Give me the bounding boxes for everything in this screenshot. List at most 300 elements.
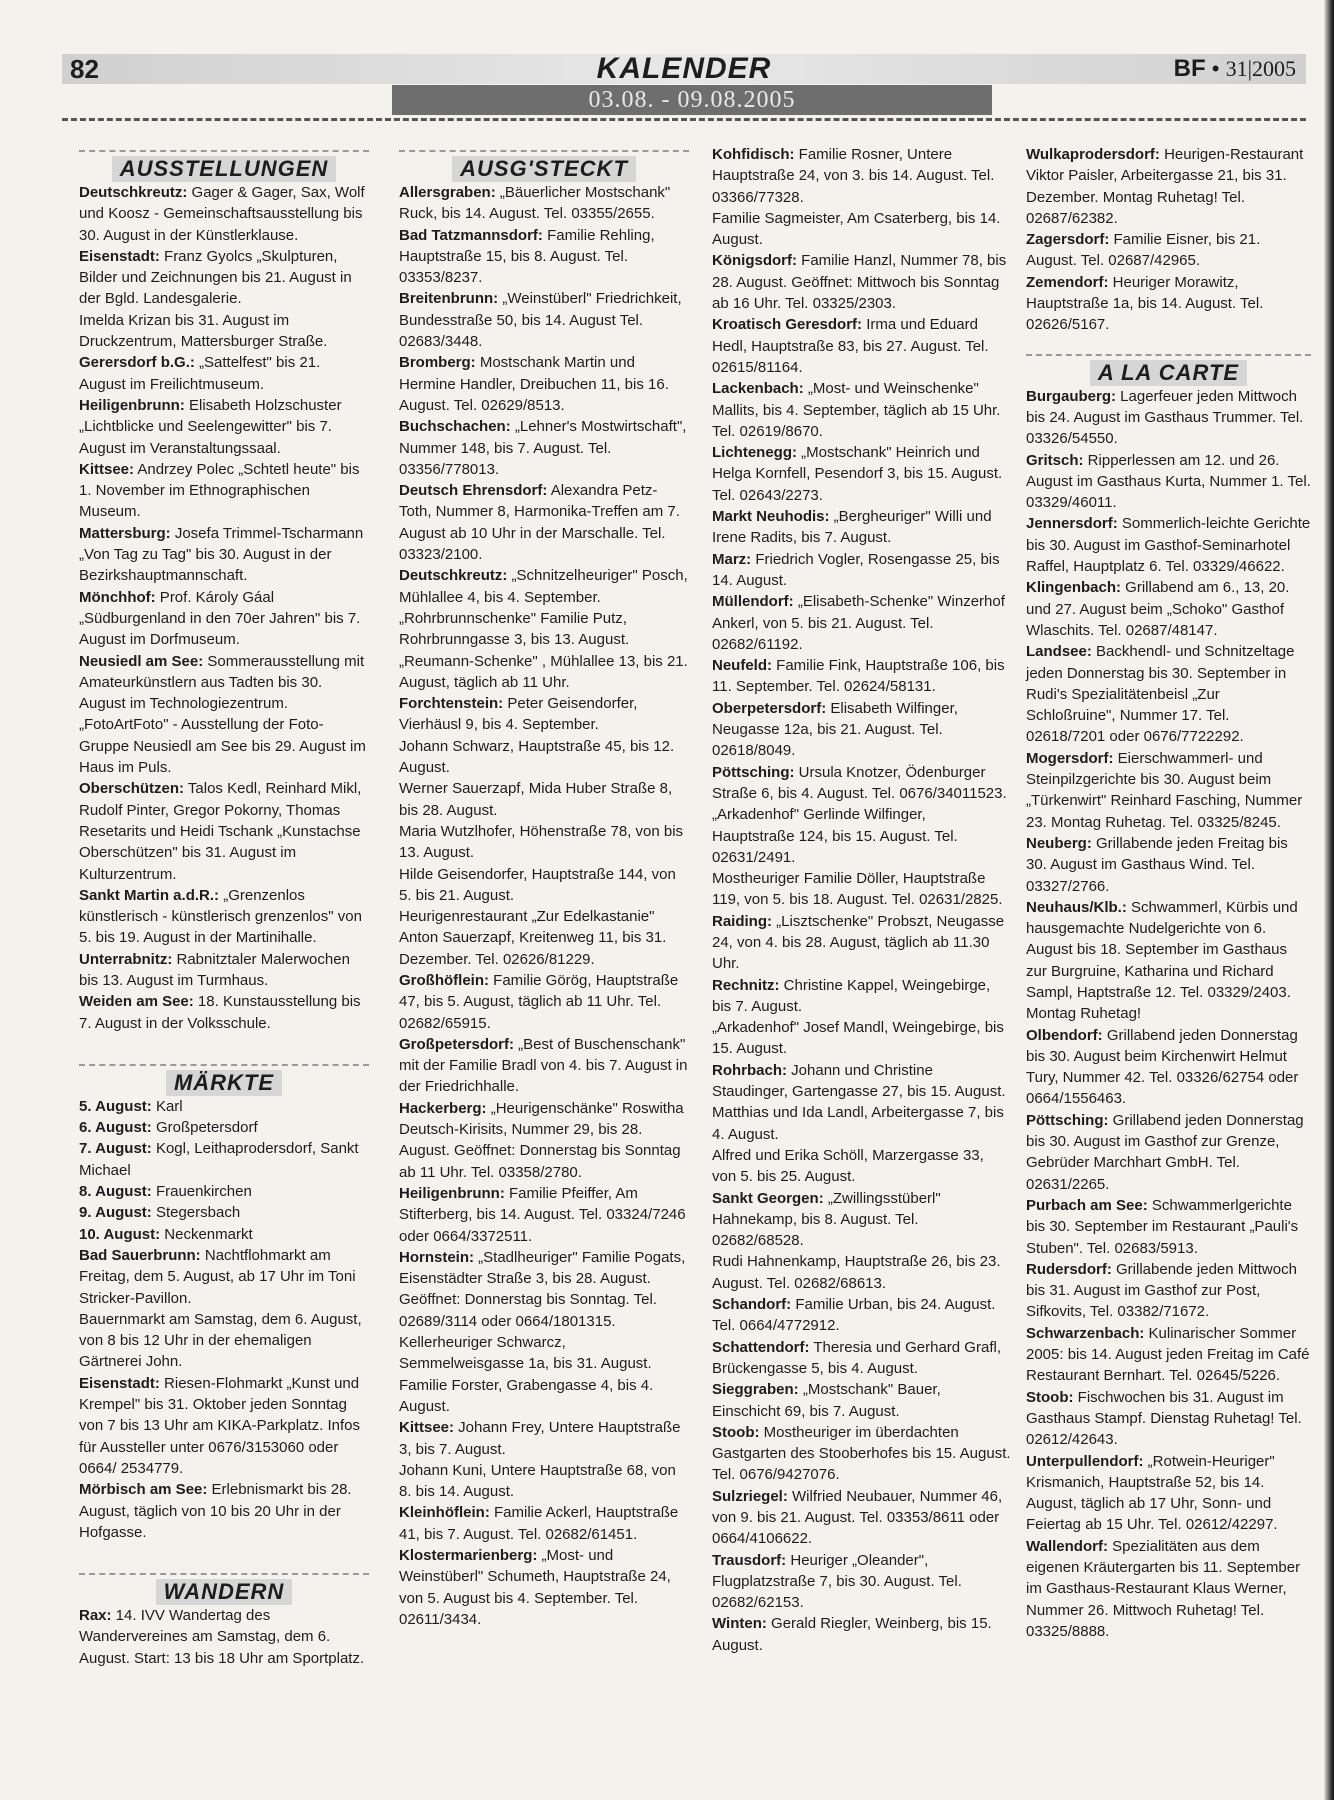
listing-text: Familie Hanzl, Nummer 78, bis 28. August. Geöffnet: Mittwoch bis Sonntag ab 16 Uhr. Tel. 03325/2303.: [712, 252, 1007, 313]
listing-text: Theresia und Gerhard Grafl, Brückengasse 5, bis 4. August.: [712, 1338, 1001, 1377]
listing-entry: [79, 182, 369, 246]
listing-entry: [712, 1294, 1012, 1337]
listing-text: Nachtflohmarkt am Freitag, dem 5. August, ab 17 Uhr im Toni Stricker-Pavillon.: [79, 1246, 356, 1307]
listing-place: Buchschachen:: [399, 418, 511, 436]
listing-place: Deutsch Ehrensdorf:: [399, 482, 548, 500]
listing-entry: [399, 651, 689, 694]
listing-entry: [399, 1502, 689, 1545]
section-heading-ausgsteckt: [399, 146, 689, 182]
listing-place: Eisenstadt:: [79, 1374, 160, 1392]
listing-place: Rohrbach:: [712, 1061, 787, 1079]
listing-text: Peter Geisendorfer, Vierhäusl 9, bis 4. September.: [399, 695, 638, 734]
listing-entry: [712, 655, 1012, 698]
listing-text: „Sattelfest" bis 21. August im Freilichtmuseum.: [79, 354, 321, 393]
listing-entry: [399, 480, 689, 565]
listing-text: Familie Fink, Hauptstraße 106, bis 11. September. Tel. 02624/58131.: [712, 657, 1005, 696]
section-heading-alacarte: [1026, 350, 1311, 386]
listing-text: „Best of Buschenschank" mit der Familie Bradl von 4. bis 7. August in der Friedrichhalle.: [399, 1035, 688, 1096]
listing-entry: [79, 459, 369, 523]
listing-place: Bromberg:: [399, 354, 476, 372]
listing-entry: [712, 208, 1012, 251]
listing-entry: [712, 1251, 1012, 1294]
listing-place: Jennersdorf:: [1026, 515, 1118, 533]
entries-wandern: [79, 1605, 369, 1669]
listing-place: Sankt Georgen:: [712, 1189, 824, 1207]
listing-text: Familie Pfeiffer, Am Stifterberg, bis 14. August. Tel. 03324/7246 oder 0664/3372511.: [399, 1184, 686, 1245]
listing-entry: [399, 1098, 689, 1183]
listing-text: Gager & Gager, Sax, Wolf und Koosz - Gemeinschaftsausstellung bis 30. August in der Künstlerklause.: [79, 184, 365, 244]
listing-place: Unterpullendorf:: [1026, 1452, 1144, 1470]
listing-entry: [399, 416, 689, 480]
listing-entry: [399, 906, 689, 970]
listing-entry: [1026, 229, 1311, 272]
listing-text: Grillabend jeden Donnerstag bis 30. August im Gasthof zur Grenze, Gebrüder Marchhart GmbH. Tel. 02631/2265.: [1026, 1111, 1304, 1193]
listing-text: Erlebnismarkt bis 28. August, täglich von 10 bis 20 Uhr in der Hofgasse.: [79, 1481, 352, 1541]
listing-entry: [79, 395, 369, 459]
listing-place: Forchtenstein:: [399, 695, 504, 713]
listing-entry: [79, 310, 369, 353]
listing-entry: [399, 778, 689, 821]
listing-place: Allersgraben:: [399, 184, 496, 201]
listing-entry: [79, 246, 369, 310]
listing-entry: [79, 1373, 369, 1479]
listing-text: Maria Wutzlhofer, Höhenstraße 78, von bis 13. August.: [399, 822, 684, 862]
listing-entry: [712, 591, 1012, 655]
listing-place: Großpetersdorf:: [399, 1035, 515, 1053]
listing-entry: [79, 714, 369, 778]
listing-text: „Arkadenhof" Josef Mandl, Weingebirge, bis 15. August.: [712, 1019, 1004, 1058]
listing-entry: [79, 1117, 369, 1138]
listing-text: Irma und Eduard Hedl, Hauptstraße 83, bis 27. August. Tel. 02615/81164.: [712, 316, 989, 376]
listing-place: Pöttsching:: [1026, 1111, 1109, 1129]
listing-place: Deutschkreutz:: [399, 567, 508, 585]
listing-entry: [399, 288, 689, 352]
listing-place: Müllendorf:: [712, 593, 794, 611]
listing-entry: [712, 804, 1012, 868]
listing-text: Johann Schwarz, Hauptstraße 45, bis 12. August.: [399, 737, 675, 777]
listing-place: Kleinhöflein:: [399, 1504, 490, 1522]
listing-entry: [1026, 1025, 1311, 1110]
listing-place: Kohfidisch:: [712, 146, 795, 163]
listing-entry: [712, 144, 1012, 208]
listing-entry: [712, 698, 1012, 762]
listing-entry: [79, 523, 369, 587]
listing-entry: [79, 949, 369, 992]
listing-entry: [1026, 641, 1311, 747]
listing-text: Andrzey Polec „Schtetl heute" bis 1. November im Ethnographischen Museum.: [79, 460, 360, 521]
listing-entry: [712, 1145, 1012, 1188]
listing-place: Hornstein:: [399, 1248, 474, 1266]
column-3: [712, 144, 1012, 1656]
page-title: KALENDER: [596, 52, 772, 85]
listing-text: Familie Rehling, Hauptstraße 15, bis 8. August. Tel. 03353/8237.: [399, 226, 655, 287]
column-4: [1026, 144, 1311, 1642]
listing-place: Zemendorf:: [1026, 273, 1109, 291]
listing-place: Mönchhof:: [79, 588, 156, 606]
listing-entry: [79, 651, 369, 715]
listing-entry: [399, 864, 689, 907]
listing-text: Backhendl- und Schnitzeltage jeden Donnerstag bis 30. September in Rudi's Spezialitätenbeisl „Zur Schloßruine", Nummer 17. Tel. 02618/7201 oder 0676/7722292.: [1026, 643, 1295, 746]
listing-text: „Mostschank" Bauer, Einschicht 69, bis 7. August.: [712, 1381, 941, 1420]
listing-place: Rax:: [79, 1607, 112, 1625]
listing-text: Großpetersdorf: [151, 1119, 258, 1137]
listing-text: Elisabeth Holzschuster „Lichtblicke und Seelengewitter" bis 7. August im Veranstaltungssaal.: [79, 396, 342, 457]
section-title: AUSSTELLUNGEN: [112, 156, 337, 182]
listing-entry: [1026, 1195, 1311, 1259]
listing-entry: [399, 565, 689, 608]
listing-entry: [712, 549, 1012, 592]
listing-place: Purbach am See:: [1026, 1196, 1148, 1214]
listing-entry: [399, 1545, 689, 1630]
listing-place: Olbendorf:: [1026, 1026, 1103, 1044]
listing-place: Hackerberg:: [399, 1099, 487, 1117]
listing-entry: [712, 975, 1012, 1018]
listing-place: Deutschkreutz:: [79, 184, 188, 201]
listing-entry: [79, 1138, 369, 1181]
issue-brand: BF: [1173, 55, 1206, 82]
listing-text: Alexandra Petz-Toth, Nummer 8, Harmonika-Treffen am 7. August ab 10 Uhr in der Marschalle. Tel. 03323/2100.: [399, 482, 680, 564]
listing-entry: [712, 1188, 1012, 1252]
listing-text: „Most- und Weinstüberl" Schumeth, Hauptstraße 24, von 5. August bis 4. September. Tel. 02611/3434.: [399, 1547, 671, 1628]
listing-entry: [79, 1605, 369, 1669]
section-title: A LA CARTE: [1090, 360, 1247, 386]
listing-entry: [399, 608, 689, 651]
listing-entry: [399, 225, 689, 289]
listing-text: „Most- und Weinschenke" Mallits, bis 4. September, täglich ab 15 Uhr. Tel. 02619/8670.: [712, 380, 1001, 440]
listing-text: Johann Frey, Untere Hauptstraße 3, bis 7. August.: [399, 1419, 681, 1458]
listing-entry: [712, 762, 1012, 805]
listing-entry: [712, 250, 1012, 314]
listing-text: Talos Kedl, Reinhard Mikl, Rudolf Pinter, Gregor Pokorny, Thomas Resetarits und Heidi Tschank „Kunstachse Oberschützen" bis 31. August im Kulturzentrum.: [79, 780, 362, 883]
listing-entry: [399, 1247, 689, 1332]
listing-place: Stoob:: [712, 1423, 760, 1441]
listing-place: Bad Tatzmannsdorf:: [399, 226, 543, 244]
listing-entry: [79, 1309, 369, 1373]
listing-text: Karl: [151, 1097, 183, 1115]
listing-entry: [1026, 513, 1311, 577]
listing-entry: [79, 991, 369, 1034]
listing-entry: [712, 1060, 1012, 1103]
listing-place: Schattendorf:: [712, 1338, 810, 1356]
listing-text: Rabnitztaler Malerwochen bis 13. August im Turmhaus.: [79, 950, 350, 989]
section-heading-ausstellungen: [79, 146, 369, 182]
issue-separator: •: [1211, 56, 1220, 81]
listing-entry: [399, 182, 689, 225]
listing-text: „Schnitzelheuriger" Posch, Mühlallee 4, bis 4. September.: [399, 567, 688, 606]
listing-place: Neusiedl am See:: [79, 652, 204, 670]
listing-text: Familie Forster, Grabengasse 4, bis 4. August.: [399, 1376, 654, 1415]
entries-alacarte: [1026, 386, 1311, 1643]
listing-text: Matthias und Ida Landl, Arbeitergasse 7, bis 4. August.: [712, 1104, 1004, 1143]
listing-place: Oberpetersdorf:: [712, 699, 827, 717]
listing-text: Friedrich Vogler, Rosengasse 25, bis 14. August.: [712, 550, 1000, 589]
listing-entry: [399, 1375, 689, 1418]
listing-entry: [79, 778, 369, 884]
listing-place: 8. August:: [79, 1183, 152, 1201]
listing-text: Elisabeth Wilfinger, Neugasse 12a, bis 21. August. Tel. 02618/8049.: [712, 699, 958, 760]
listing-text: Johann Kuni, Untere Hauptstraße 68, von 8. bis 14. August.: [399, 1461, 676, 1501]
listing-place: Großhöflein:: [399, 971, 489, 989]
listing-entry: [1026, 1536, 1311, 1642]
section-title: AUSG'STECKT: [452, 156, 636, 182]
listing-text: Neckenmarkt: [160, 1225, 253, 1243]
listing-text: Werner Sauerzapf, Mida Huber Straße 8, bis 28. August.: [399, 780, 673, 819]
listing-text: Grillabende jeden Freitag bis 30. August im Gasthaus Wind. Tel. 03327/2766.: [1026, 834, 1288, 895]
section-heading-maerkte: [79, 1060, 369, 1096]
listing-entry: [79, 352, 369, 395]
listing-place: Rudersdorf:: [1026, 1260, 1112, 1278]
listing-place: Lackenbach:: [712, 380, 804, 398]
listing-text: 14. IVV Wandertag des Wandervereines am Samstag, dem 6. August. Start: 13 bis 18 Uhr am Sportplatz.: [79, 1607, 365, 1667]
listing-entry: [1026, 450, 1311, 514]
listing-place: 9. August:: [79, 1204, 152, 1222]
listing-place: Markt Neuhodis:: [712, 508, 830, 526]
listing-entry: [79, 1096, 369, 1117]
listing-entry: [1026, 897, 1311, 1025]
listing-text: Familie Görög, Hauptstraße 47, bis 5. August, täglich ab 11 Uhr. Tel. 02682/65915.: [399, 971, 679, 1032]
listing-entry: [79, 1245, 369, 1309]
listing-text: „Bäuerlicher Mostschank" Ruck, bis 14. August. Tel. 03355/2655.: [399, 184, 671, 223]
section-heading-wandern: [79, 1569, 369, 1605]
listing-place: Marz:: [712, 550, 752, 568]
date-range-banner: 03.08. - 09.08.2005: [392, 85, 992, 115]
listing-text: Mostschank Martin und Hermine Handler, Dreibuchen 11, bis 16. August. Tel. 02629/8513.: [399, 354, 669, 414]
listing-entry: [1026, 1259, 1311, 1323]
listing-place: Weiden am See:: [79, 993, 194, 1011]
listing-entry: [1026, 577, 1311, 641]
listing-text: Bauernmarkt am Samstag, dem 6. August, von 8 bis 12 Uhr in der ehemaligen Gärtnerei John.: [79, 1310, 362, 1371]
listing-place: Mogersdorf:: [1026, 749, 1114, 767]
listing-place: Heiligenbrunn:: [399, 1184, 505, 1202]
listing-place: Winten:: [712, 1615, 767, 1633]
listing-place: Burgauberg:: [1026, 387, 1116, 405]
listing-place: Kittsee:: [399, 1419, 455, 1437]
listing-entry: [79, 1181, 369, 1202]
listing-entry: [79, 1202, 369, 1223]
listing-place: Landsee:: [1026, 643, 1092, 661]
listing-place: Schandorf:: [712, 1296, 792, 1314]
listing-text: Familie Ackerl, Hauptstraße 41, bis 7. August. Tel. 02682/61451.: [399, 1504, 679, 1543]
listing-place: 6. August:: [79, 1119, 152, 1137]
listing-entry: [399, 352, 689, 416]
listing-place: Stoob:: [1026, 1388, 1074, 1406]
listing-place: Kroatisch Geresdorf:: [712, 316, 863, 334]
listing-entry: [399, 1034, 689, 1098]
listing-place: Rechnitz:: [712, 976, 780, 994]
issue-number: 31|2005: [1225, 56, 1296, 81]
listing-place: Klingenbach:: [1026, 579, 1122, 597]
listing-text: Franz Gyolcs „Skulpturen, Bilder und Zeichnungen bis 21. August in der Bgld. Landesgalerie.: [79, 247, 352, 308]
listing-text: „Bergheuriger" Willi und Irene Radits, bis 7. August.: [712, 508, 992, 547]
listing-text: Ursula Knotzer, Ödenburger Straße 6, bis 4. August. Tel. 0676/34011523.: [712, 763, 1007, 802]
listing-text: Rudi Hahnenkamp, Hauptstraße 26, bis 23. August. Tel. 02682/68613.: [712, 1253, 1001, 1292]
listing-text: Ripperlessen am 12. und 26. August im Gasthaus Kurta, Nummer 1. Tel. 03329/46011.: [1026, 451, 1311, 512]
page-binding-edge: [1324, 0, 1334, 1800]
listing-text: „Weinstüberl" Friedrichkeit, Bundesstraße 50, bis 14. August Tel. 02683/3448.: [399, 290, 682, 351]
listing-entry: [1026, 1451, 1311, 1536]
listing-text: „Lehner's Mostwirtschaft", Nummer 148, bis 7. August. Tel. 03356/778013.: [399, 418, 687, 478]
listing-place: Lichtenegg:: [712, 444, 797, 462]
listing-text: 18. Kunstausstellung bis 7. August in der Volksschule.: [79, 993, 361, 1032]
listing-text: Familie Urban, bis 24. August. Tel. 0664/4772912.: [712, 1296, 996, 1335]
listing-entry: [399, 821, 689, 864]
listing-text: „FotoArtFoto" - Ausstellung der Foto-Gruppe Neusiedl am See bis 29. August im Haus im Puls.: [79, 716, 366, 777]
entries-ausgsteckt-continued: [712, 144, 1012, 1656]
column-1: [79, 146, 369, 1669]
listing-place: Königsdorf:: [712, 252, 797, 270]
listing-entry: [399, 1332, 689, 1375]
listing-place: Zagersdorf:: [1026, 231, 1110, 249]
entries-ausgsteckt-end: [1026, 144, 1311, 336]
listing-entry: [399, 1417, 689, 1460]
listing-place: Gerersdorf b.G.:: [79, 354, 195, 372]
listing-text: Mostheuriger im überdachten Gastgarten des Stooberhofes bis 15. August. Tel. 0676/9427076.: [712, 1423, 1011, 1484]
column-2: [399, 146, 689, 1630]
page-number: 82: [70, 54, 99, 84]
listing-text: Stegersbach: [151, 1204, 241, 1222]
listing-text: Heuriger „Oleander", Flugplatzstraße 7, bis 30. August. Tel. 02682/62153.: [712, 1551, 962, 1612]
listing-text: „Grenzenlos künstlerisch - künstlerisch grenzenlos" von 5. bis 19. August in der Martinihalle.: [79, 886, 362, 947]
listing-text: Kulinarischer Sommer 2005: bis 14. August jeden Freitag im Café Restaurant Bernhart. Tel. 02645/5226.: [1026, 1324, 1310, 1385]
listing-text: „Rotwein-Heuriger" Krismanich, Hauptstraße 52, bis 14. August, täglich ab 17 Uhr, Sonn- und Feiertag ab 15 Uhr. Tel. 02612/42297.: [1026, 1452, 1278, 1534]
listing-place: 7. August:: [79, 1140, 152, 1158]
listing-entry: [1026, 144, 1311, 229]
listing-place: 10. August:: [79, 1225, 161, 1243]
listing-place: Sieggraben:: [712, 1381, 799, 1399]
listing-text: Familie Rosner, Untere Hauptstraße 24, von 3. bis 14. August. Tel. 03366/77328.: [712, 146, 995, 206]
listing-place: Pöttsching:: [712, 763, 795, 781]
listing-entry: [1026, 748, 1311, 833]
listing-text: Alfred und Erika Schöll, Marzergasse 33, von 5. bis 25. August.: [712, 1146, 984, 1186]
listing-text: Johann und Christine Staudinger, Gartengasse 27, bis 15. August.: [712, 1061, 1006, 1101]
listing-text: Schwammerl, Kürbis und hausgemachte Nudelgerichte von 6. August bis 18. September im Gasthaus zur Burgruine, Katharina und Richard Sampl, Haptstraße 12. Tel. 03329/2403. Montag Ruhetag!: [1026, 898, 1298, 1023]
listing-text: Heuriger Morawitz, Hauptstraße 1a, bis 14. August. Tel. 02626/5167.: [1026, 273, 1264, 334]
listing-entry: [712, 1550, 1012, 1614]
listing-entry: [399, 736, 689, 779]
listing-place: Kittsee:: [79, 460, 135, 478]
listing-text: Hilde Geisendorfer, Hauptstraße 144, von 5. bis 21. August.: [399, 865, 676, 904]
listing-place: Heiligenbrunn:: [79, 396, 185, 414]
listing-place: Raiding:: [712, 912, 772, 930]
listing-text: Heurigen-Restaurant Viktor Paisler, Arbeitergasse 21, bis 31. Dezember. Montag Ruhetag! Tel. 02687/62382.: [1026, 146, 1304, 227]
listing-text: „Stadlheuriger" Familie Pogats, Eisenstädter Straße 3, bis 28. August. Geöffnet: Donnerstag bis Sonntag. Tel. 02689/3114 oder 0664/1801315.: [399, 1248, 686, 1330]
listing-entry: [712, 868, 1012, 911]
listing-entry: [1026, 1387, 1311, 1451]
listing-text: Spezialitäten aus dem eigenen Kräutergarten bis 11. September im Gasthaus-Restaurant Klaus Werner, Nummer 26. Mittwoch Ruhetag! Tel. 03325/8888.: [1026, 1537, 1301, 1640]
listing-text: Grillabende jeden Mittwoch bis 31. August im Gasthof zur Post, Sifkovits, Tel. 03382/71672.: [1026, 1260, 1297, 1321]
listing-entry: [712, 1102, 1012, 1145]
listing-text: „Lisztschenke" Probszt, Neugasse 24, von 4. bis 28. August, täglich ab 11.30 Uhr.: [712, 912, 1005, 973]
listing-place: Gritsch:: [1026, 451, 1084, 469]
listing-entry: [712, 506, 1012, 549]
listing-text: Imelda Krizan bis 31. August im Druckzentrum, Mattersburger Straße.: [79, 311, 328, 351]
listing-entry: [712, 378, 1012, 442]
listing-place: Neuhaus/Klb.:: [1026, 898, 1127, 916]
listing-entry: [712, 1017, 1012, 1060]
listing-entry: [399, 970, 689, 1034]
listing-text: Heurigenrestaurant „Zur Edelkastanie" Anton Sauerzapf, Kreitenweg 11, bis 31. Dezember. Tel. 02626/81229.: [399, 908, 667, 968]
listing-place: Wulkaprodersdorf:: [1026, 146, 1160, 163]
listing-text: Wilfried Neubauer, Nummer 46, von 9. bis 21. August. Tel. 03353/8611 oder 0664/4106622.: [712, 1487, 1003, 1548]
listing-entry: [399, 1183, 689, 1247]
listing-place: Wallendorf:: [1026, 1537, 1108, 1555]
listing-text: Christine Kappel, Weingebirge, bis 7. August.: [712, 976, 991, 1015]
listing-entry: [79, 587, 369, 651]
listing-text: „Elisabeth-Schenke" Winzerhof Ankerl, von 5. bis 21. August. Tel. 02682/61192.: [712, 593, 1005, 653]
listing-entry: [399, 1460, 689, 1503]
listing-place: Neufeld:: [712, 657, 772, 675]
listing-text: Grillabend am 6., 13, 20. und 27. August beim „Schoko" Gasthof Wlaschits. Tel. 02687/48147.: [1026, 579, 1290, 639]
listing-text: Frauenkirchen: [151, 1183, 252, 1201]
listing-entry: [1026, 1110, 1311, 1195]
listing-entry: [712, 911, 1012, 975]
listing-place: Unterrabnitz:: [79, 950, 173, 968]
listing-place: Sankt Martin a.d.R.:: [79, 886, 220, 904]
listing-text: Schwammerlgerichte bis 30. September im Restaurant „Pauli's Stuben". Tel. 02683/5913.: [1026, 1196, 1299, 1257]
listing-place: Schwarzenbach:: [1026, 1324, 1145, 1342]
listing-text: Gerald Riegler, Weinberg, bis 15. August.: [712, 1615, 992, 1654]
listing-entry: [712, 1379, 1012, 1422]
listing-text: Familie Eisner, bis 21. August. Tel. 02687/42965.: [1026, 231, 1261, 270]
listing-text: Sommerausstellung mit Amateurkünstlern aus Tadten bis 30. August im Technologiezentrum.: [79, 652, 365, 713]
listing-text: Familie Sagmeister, Am Csaterberg, bis 14. August.: [712, 209, 1001, 249]
listing-place: Bad Sauerbrunn:: [79, 1246, 201, 1264]
listing-entry: [712, 314, 1012, 378]
entries-ausgsteckt: [399, 182, 689, 1630]
listing-text: Grillabend jeden Donnerstag bis 30. August beim Kirchenwirt Helmut Tury, Nummer 42. Tel. 03326/62754 oder 0664/1556463.: [1026, 1026, 1299, 1108]
listing-entry: [712, 442, 1012, 506]
listing-text: Kogl, Leithaprodersdorf, Sankt Michael: [79, 1140, 359, 1179]
listing-text: Lagerfeuer jeden Mittwoch bis 24. August im Gasthaus Trummer. Tel. 03326/54550.: [1026, 387, 1304, 448]
listing-text: Kellerheuriger Schwarcz, Semmelweisgasse 1a, bis 31. August.: [399, 1334, 652, 1373]
listing-text: Eierschwammerl- und Steinpilzgerichte bis 30. August beim „Türkenwirt" Reinhard Fasching, Nummer 23. Montag Ruhetag. Tel. 03325/8245.: [1026, 749, 1303, 831]
listing-entry: [712, 1422, 1012, 1486]
entries-maerkte: [79, 1096, 369, 1543]
listing-text: „Rohrbrunnschenke" Familie Putz, Rohrbrunngasse 3, bis 13. August.: [399, 609, 630, 649]
listing-entry: [712, 1613, 1012, 1656]
listing-entry: [1026, 386, 1311, 450]
listing-place: Mattersburg:: [79, 524, 171, 542]
listing-place: Sulzriegel:: [712, 1487, 788, 1505]
header-divider: [62, 118, 1306, 121]
page-header: [62, 54, 1306, 84]
listing-text: „Reumann-Schenke" , Mühlallee 13, bis 21. August, täglich ab 11 Uhr.: [399, 652, 688, 691]
listing-entry: [79, 1479, 369, 1543]
listing-entry: [712, 1337, 1012, 1380]
entries-ausstellungen: [79, 182, 369, 1034]
listing-place: Breitenbrunn:: [399, 290, 499, 308]
listing-text: Sommerlich-leichte Gerichte bis 30. August im Gasthof-Seminarhotel Raffel, Hauptplatz 6. Tel. 03329/46622.: [1026, 515, 1311, 576]
listing-entry: [712, 1486, 1012, 1550]
section-title: MÄRKTE: [166, 1070, 282, 1096]
listing-text: Fischwochen bis 31. August im Gasthaus Stampf. Dienstag Ruhetag! Tel. 02612/42643.: [1026, 1388, 1302, 1449]
listing-entry: [79, 1224, 369, 1245]
listing-text: „Zwillingsstüberl" Hahnekamp, bis 8. August. Tel. 02682/68528.: [712, 1189, 941, 1250]
issue-label: [1174, 54, 1296, 84]
listing-place: Oberschützen:: [79, 780, 185, 798]
listing-text: Mostheuriger Familie Döller, Hauptstraße 119, von 5. bis 18. August. Tel. 02631/2825.: [712, 870, 1003, 909]
listing-place: Mörbisch am See:: [79, 1481, 208, 1499]
listing-place: Eisenstadt:: [79, 247, 160, 265]
listing-entry: [1026, 833, 1311, 897]
listing-text: Prof. Károly Gáal „Südburgenland in den 70er Jahren" bis 7. August im Dorfmuseum.: [79, 588, 361, 649]
listing-place: 5. August:: [79, 1097, 152, 1115]
listing-entry: [1026, 272, 1311, 336]
listing-entry: [1026, 1323, 1311, 1387]
listing-text: Josefa Trimmel-Tscharmann „Von Tag zu Tag" bis 30. August in der Bezirkshauptmannschaft.: [79, 524, 364, 585]
listing-text: „Arkadenhof" Gerlinde Wilfinger, Hauptstraße 124, bis 15. August. Tel. 02631/2491.: [712, 806, 958, 866]
listing-place: Neuberg:: [1026, 834, 1092, 852]
